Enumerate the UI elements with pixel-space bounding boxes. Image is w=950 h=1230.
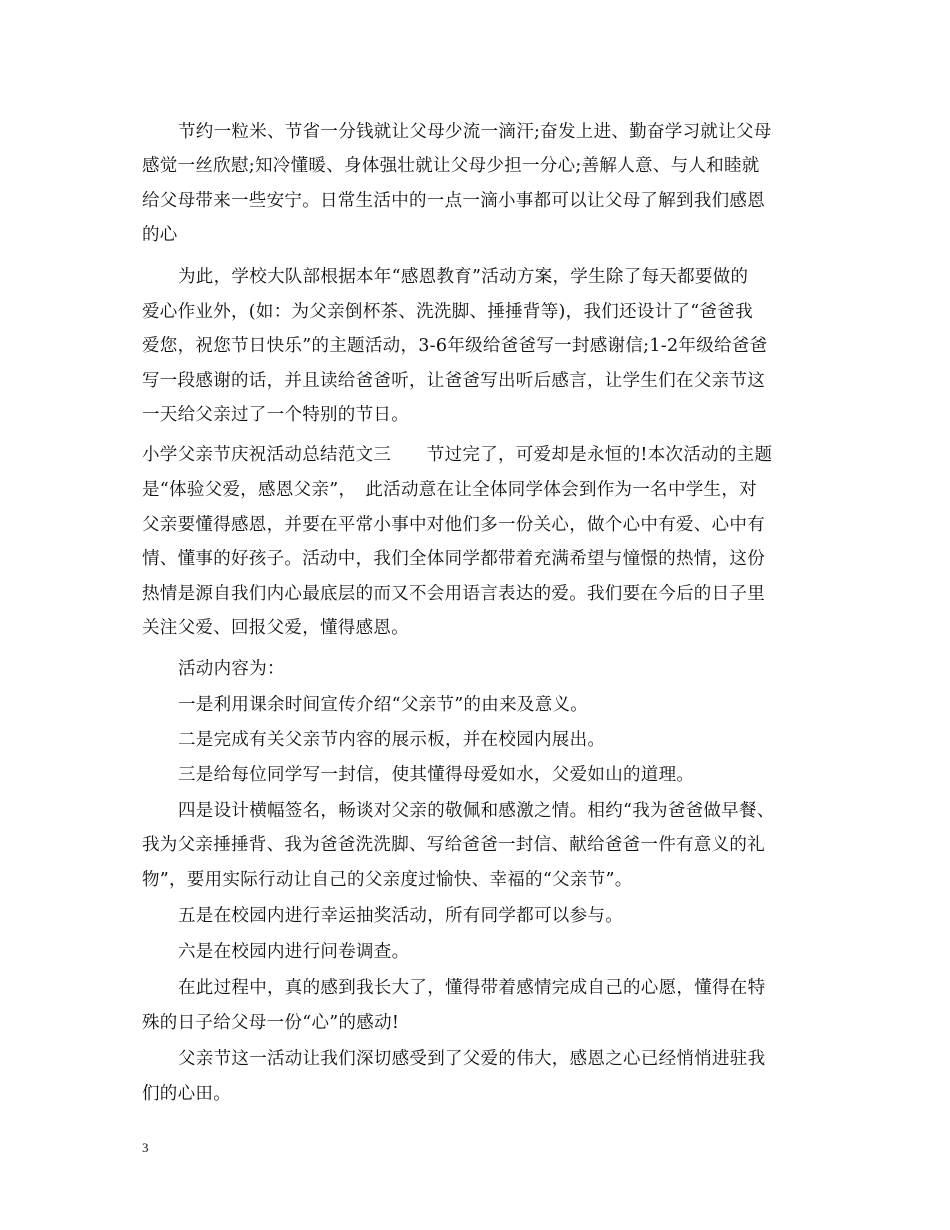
paragraph-line: 写一段感谢的话，并且读给爸爸听，让爸爸写出听后感言，让学生们在父亲节这 — [142, 371, 765, 391]
list-item: 三是给每位同学写一封信，使其懂得母爱如水，父爱如山的道理。 — [178, 765, 695, 785]
paragraph-line: 给父母带来一些安宁。日常生活中的一点一滴小事都可以让父母了解到我们感恩 — [142, 191, 765, 211]
paragraph-line: 父亲要懂得感恩，并要在平常小事中对他们多一份关心，做个心中有爱、心中有 — [142, 515, 765, 535]
section-heading-line: 小学父亲节庆祝活动总结范文三 节过完了，可爱却是永恒的!本次活动的主题 — [142, 445, 773, 465]
paragraph-line: 爱您，祝您节日快乐”的主题活动，3-6年级给爸爸写一封感谢信;1-2年级给爸爸 — [142, 336, 768, 356]
paragraph-line: 爱心作业外，(如：为父亲倒杯茶、洗洗脚、捶捶背等)，我们还设计了“爸爸我 — [142, 302, 753, 322]
paragraph-line: 节约一粒米、节省一分钱就让父母少流一滴汗;奋发上进、勤奋学习就让父母 — [178, 122, 772, 142]
paragraph-line: 的心 — [142, 225, 178, 245]
list-item: 六是在校园内进行问卷调查。 — [178, 942, 410, 962]
list-item: 二是完成有关父亲节内容的展示板，并在校园内展出。 — [178, 730, 606, 750]
list-item: 四是设计横幅签名，畅谈对父亲的敬佩和感激之情。相约“我为爸爸做早餐、 — [178, 801, 775, 821]
paragraph-line: 情、懂事的好孩子。活动中，我们全体同学都带着充满希望与憧憬的热情，这份 — [142, 549, 765, 569]
list-item: 五是在校园内进行幸运抽奖活动，所有同学都可以参与。 — [178, 906, 623, 926]
list-item-continuation: 物”，要用实际行动让自己的父亲度过愉快、幸福的“父亲节”。 — [142, 870, 633, 890]
paragraph-line: 一天给父亲过了一个特别的节日。 — [142, 405, 409, 425]
paragraph-line: 在此过程中，真的感到我长大了，懂得带着感情完成自己的心愿，懂得在特 — [178, 978, 766, 998]
list-intro-line: 活动内容为： — [178, 659, 285, 679]
list-item-continuation: 我为父亲捶捶背、我为爸爸洗洗脚、写给爸爸一封信、献给爸爸一件有意义的礼 — [142, 835, 765, 855]
paragraph-line: 是“体验父爱，感恩父亲”， 此活动意在让全体同学体会到作为一名中学生，对 — [142, 480, 757, 500]
paragraph-line: 热情是源自我们内心最底层的而又不会用语言表达的爱。我们要在今后的日子里 — [142, 584, 765, 604]
paragraph-line: 父亲节这一活动让我们深切感受到了父爱的伟大，感恩之心已经悄悄进驻我 — [178, 1049, 766, 1069]
paragraph-line: 关注父爱、回报父爱，懂得感恩。 — [142, 618, 409, 638]
paragraph-line: 感觉一丝欣慰;知冷懂暖、身体强壮就让父母少担一分心;善解人意、与人和睦就 — [142, 156, 760, 176]
paragraph-line: 殊的日子给父母一份“心”的感动! — [142, 1013, 400, 1033]
paragraph-line: 为此，学校大队部根据本年“感恩教育”活动方案，学生除了每天都要做的 — [178, 267, 749, 287]
paragraph-line: 们的心田。 — [142, 1084, 231, 1104]
list-item: 一是利用课余时间宣传介绍“父亲节”的由来及意义。 — [178, 695, 589, 715]
page-number: 3 — [142, 1140, 149, 1155]
